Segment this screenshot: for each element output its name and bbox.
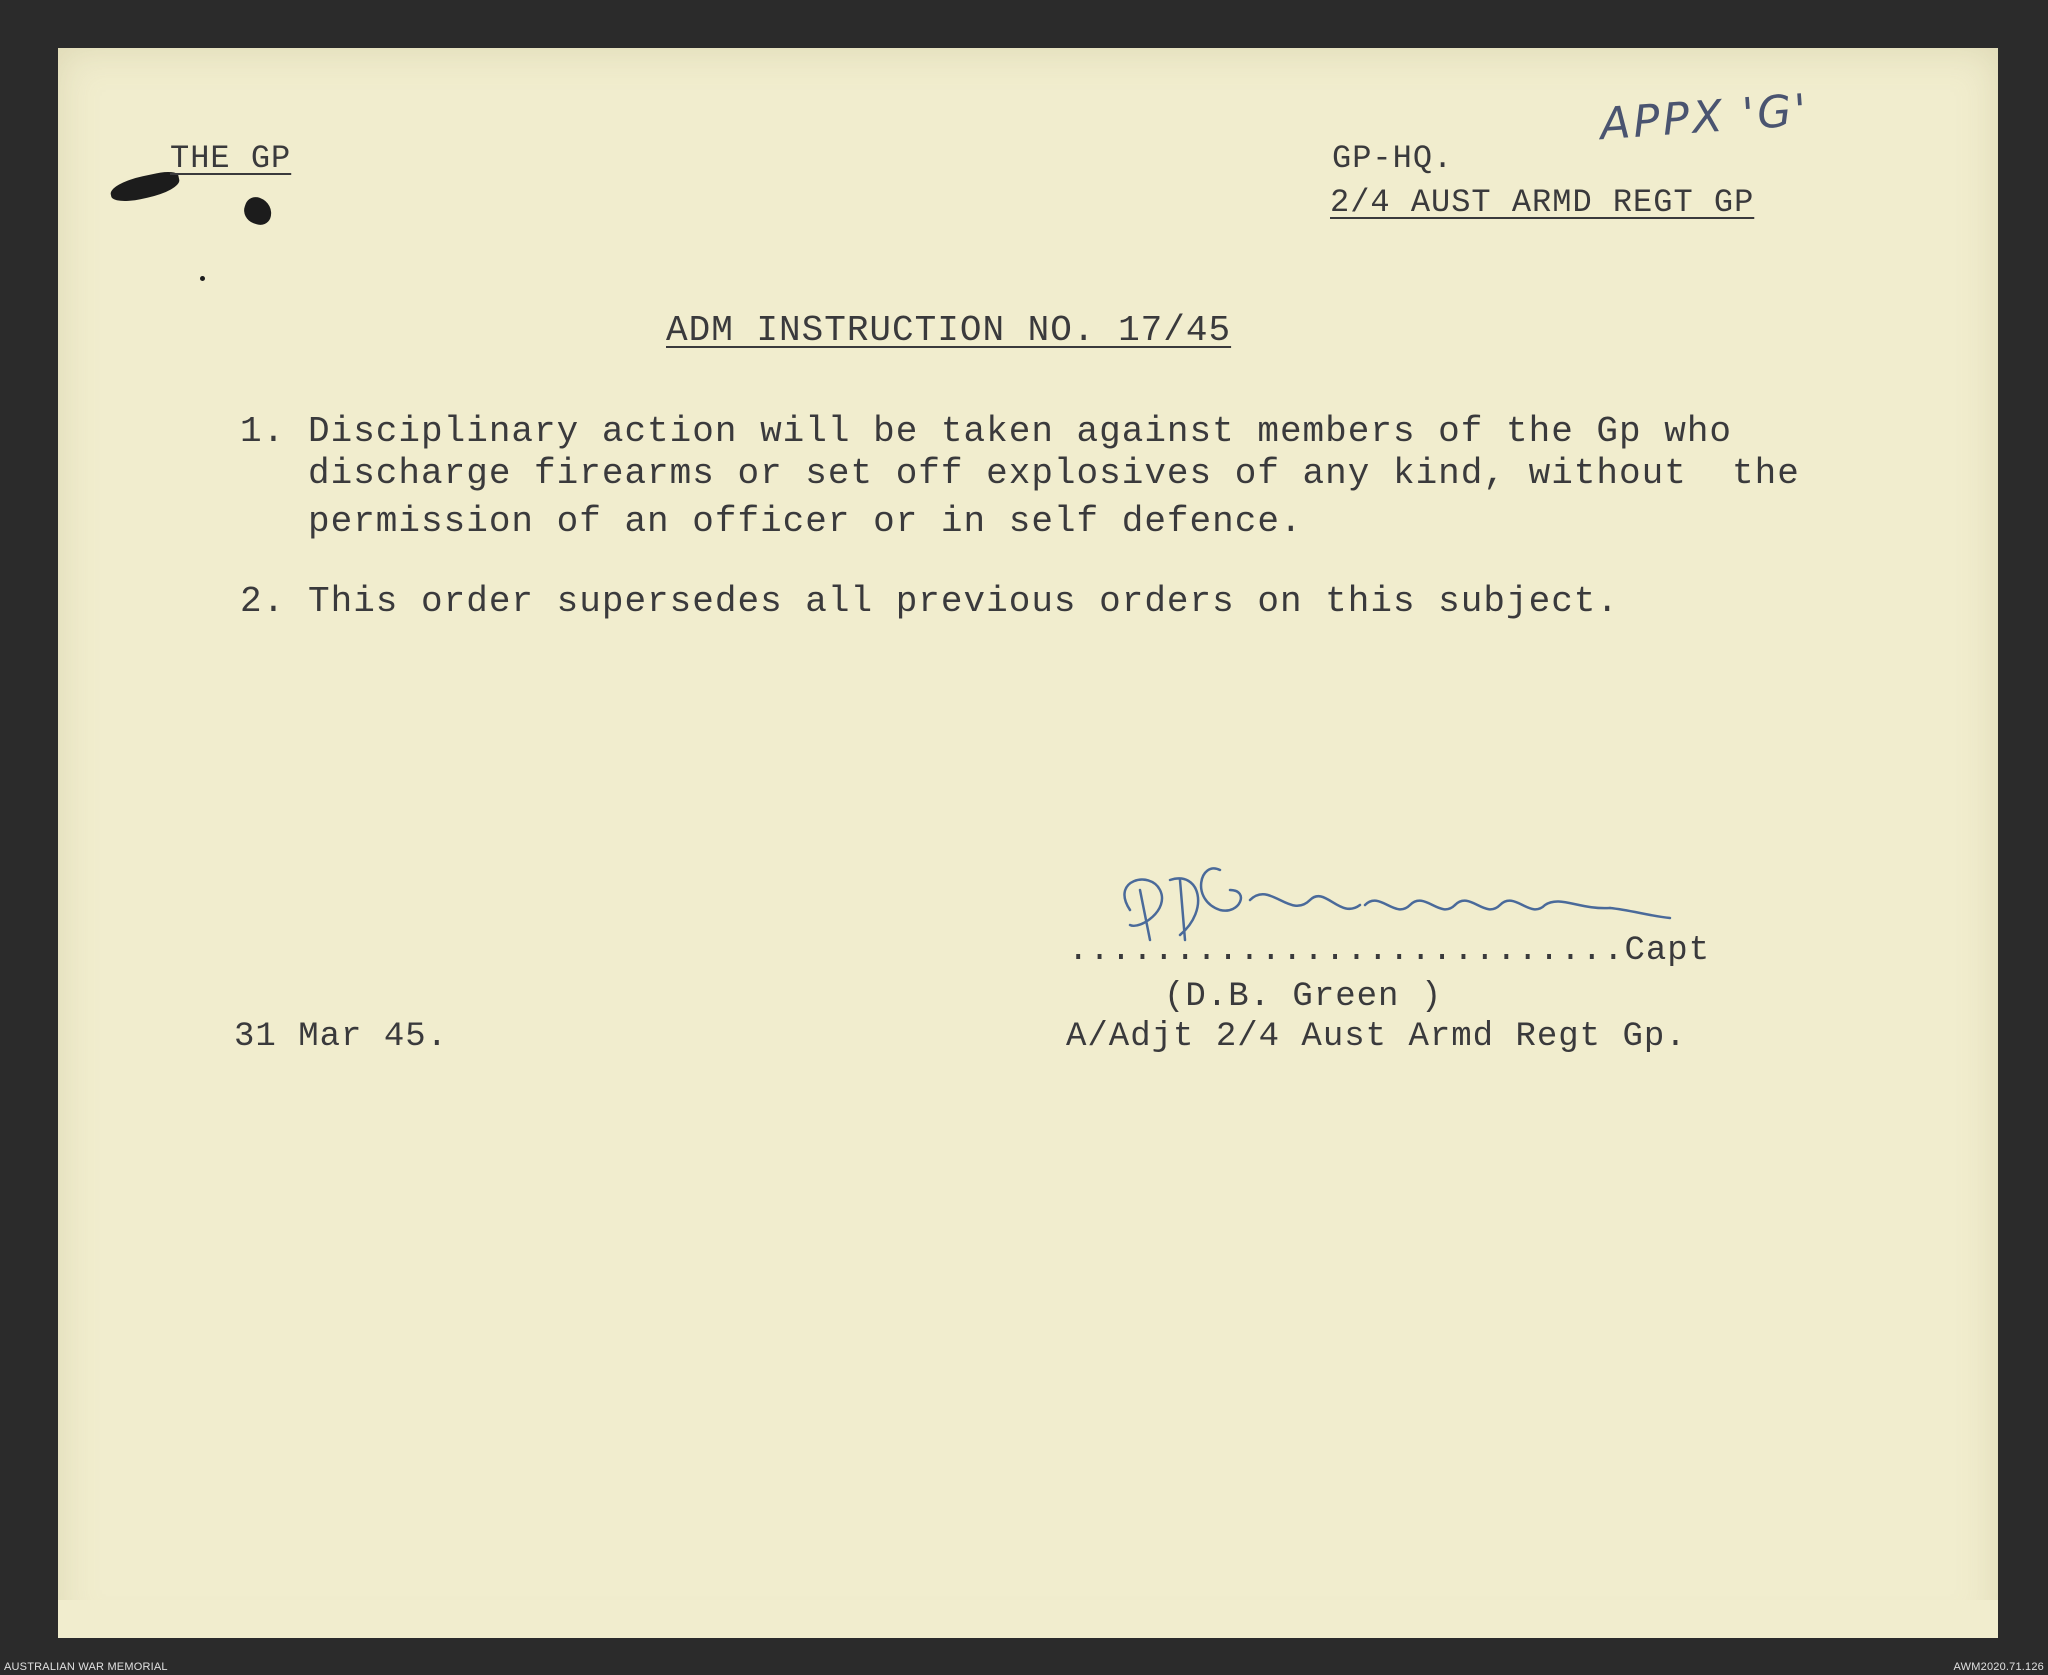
header-right-line2: 2/4 AUST ARMD REGT GP [1330,184,1755,221]
document-sheet [58,48,1998,1638]
paragraph-1-line-2: discharge firearms or set off explosives of any kind, without the [308,453,1800,494]
signatory-name: (D.B. Green ) [1164,978,1443,1016]
header-right-line1: GP-HQ. [1332,140,1454,177]
document-date: 31 Mar 45. [234,1018,449,1056]
handwritten-appendix: APPX 'G' [1598,84,1812,151]
punch-hole-3 [200,276,205,281]
document-title: ADM INSTRUCTION NO. 17/45 [666,310,1232,351]
signatory-appointment: A/Adjt 2/4 Aust Armd Regt Gp. [1066,1018,1687,1056]
paragraph-1-line-3: permission of an officer or in self defence. [308,501,1303,542]
signature-dots-and-rank: ..........................Capt [1068,932,1711,970]
paragraph-2-number: 2. [240,581,286,622]
paragraph-1-line-1: Disciplinary action will be taken against members of the Gp who [308,411,1733,452]
sheet-bottom-edge [58,1600,1998,1638]
footer-institution: AUSTRALIAN WAR MEMORIAL [4,1661,168,1673]
header-left: THE GP [170,140,292,177]
footer-accession-number: AWM2020.71.126 [1953,1661,2044,1673]
paragraph-1-number: 1. [240,411,286,452]
paragraph-2-line-1: This order supersedes all previous orders on this subject. [308,581,1620,622]
